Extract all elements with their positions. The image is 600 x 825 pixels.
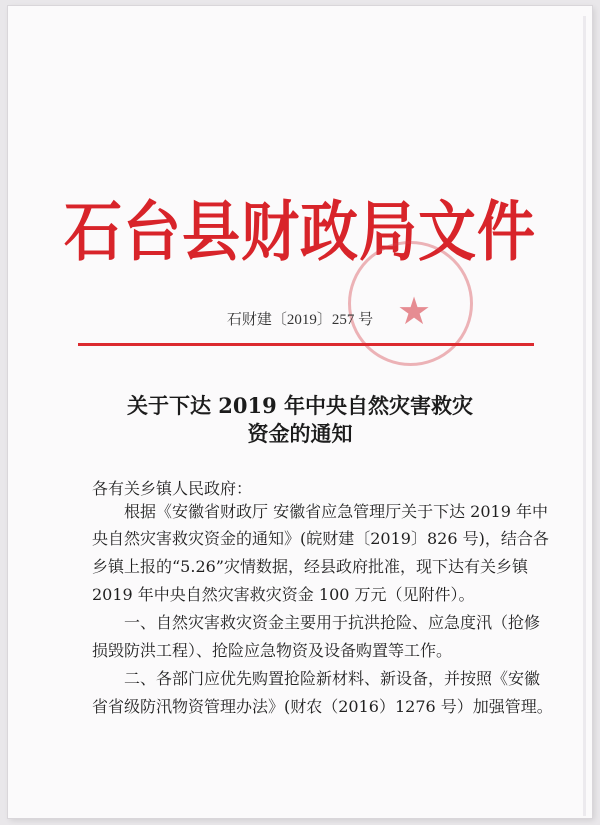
- body-line: 省省级防汛物资管理办法》(财农（2016）1276 号）加强管理。: [92, 697, 553, 716]
- document-number: 石财建〔2019〕257 号: [226, 312, 374, 328]
- body-line: 损毁防洪工程）、抢险应急物资及设备购置等工作。: [92, 641, 453, 660]
- org-header-title: 石台县财政局文件: [63, 193, 536, 270]
- body-line: 二、各部门应优先购置抢险新材料、新设备，并按照《安徽: [124, 669, 541, 688]
- red-divider: [78, 343, 534, 346]
- body-line: 乡镇上报的“5.26”灾情数据，经县政府批准，现下达有关乡镇: [92, 557, 528, 576]
- document-page: [8, 6, 592, 818]
- body-line: 2019 年中央自然灾害救灾资金 100 万元（见附件）。: [92, 585, 475, 604]
- seal-star-icon: ★: [396, 289, 432, 333]
- body-line: 央自然灾害救灾资金的通知》(皖财建〔2019〕826 号)，结合各: [92, 529, 549, 548]
- body-line: 一、自然灾害救灾资金主要用于抗洪抢险、应急度汛（抢修: [124, 613, 541, 632]
- salutation: 各有关乡镇人民政府：: [92, 479, 253, 498]
- body-line: 根据《安徽省财政厅 安徽省应急管理厅关于下达 2019 年中: [124, 502, 548, 521]
- notice-title-line-1: 关于下达 2019 年中央自然灾害救灾: [126, 393, 474, 418]
- notice-title-line-2: 资金的通知: [247, 421, 353, 446]
